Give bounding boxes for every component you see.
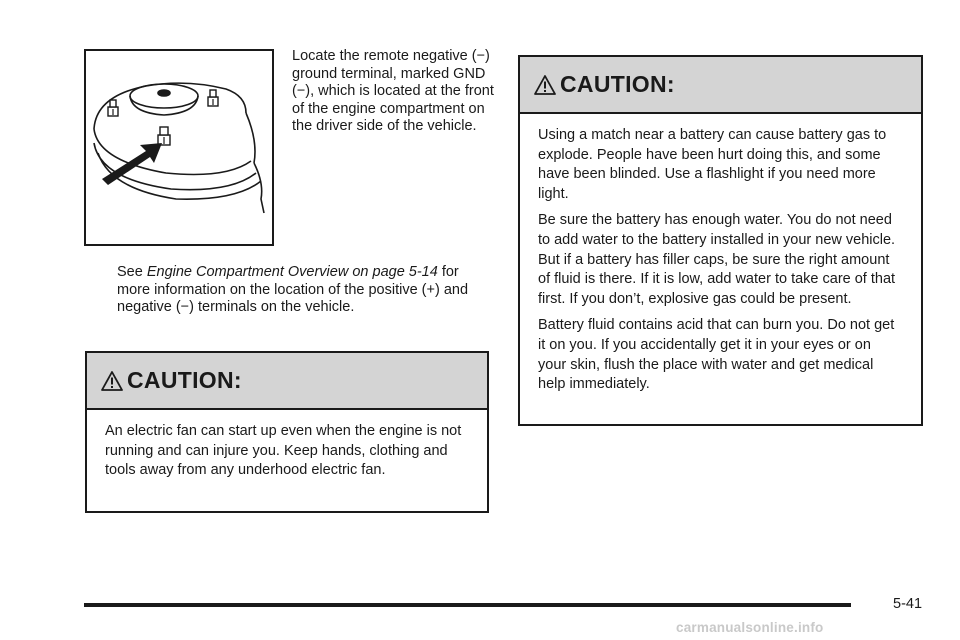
caution-box-fan: [85, 351, 489, 513]
caution-title: CAUTION:: [127, 367, 242, 393]
caution-title: CAUTION:: [560, 71, 675, 97]
caution-paragraph: Be sure the battery has enough water. You do not need to add water to the battery installed in your new vehicle. But if a battery has filler caps, be sure the right amount of fluid is there. If it is low, add water to take care of that first. If you don’t, explosive gas could be present.: [538, 212, 896, 307]
ground-terminal-figure: [84, 49, 274, 246]
see-prefix: See: [117, 264, 143, 280]
caution-paragraph: Using a match near a battery can cause battery gas to explode. People have been hurt doing this, and some have been blinded. Use a flashlight if you need more light.: [538, 127, 887, 202]
see-suffix: for more information on the location of the positive (+) and negative (−) terminals on the vehicle.: [117, 264, 469, 316]
caution-header: [520, 57, 921, 114]
caution-paragraph: An electric fan can start up even when the engine is not running and can injure you. Keep hands, clothing and tools away from any underhood electric fan.: [105, 423, 462, 479]
warning-triangle-icon: [534, 75, 556, 95]
caution-paragraph: Battery fluid contains acid that can burn you. Do not get it on you. If you accidentally get it in your eyes or on your skin, flush the place with water and get medical help immediately.: [538, 317, 895, 393]
caution-box-battery: [518, 55, 923, 426]
caution-body: [520, 114, 921, 395]
warning-triangle-icon: [101, 371, 123, 391]
page-number: 5-41: [893, 596, 923, 612]
see-reference: [117, 264, 487, 317]
footer-rule: [84, 603, 851, 607]
cross-reference-link[interactable]: Engine Compartment Overview on page 5-14: [146, 264, 438, 280]
intro-paragraph: Locate the remote negative (−) ground terminal, marked GND (−), which is located at the front of the engine compartment on the driver side of the vehicle.: [292, 48, 494, 135]
caution-header: [87, 353, 487, 410]
ground-terminal-illustration-icon: [86, 51, 272, 244]
caution-body: [87, 410, 487, 481]
watermark: carmanualsonline.info: [676, 620, 824, 635]
